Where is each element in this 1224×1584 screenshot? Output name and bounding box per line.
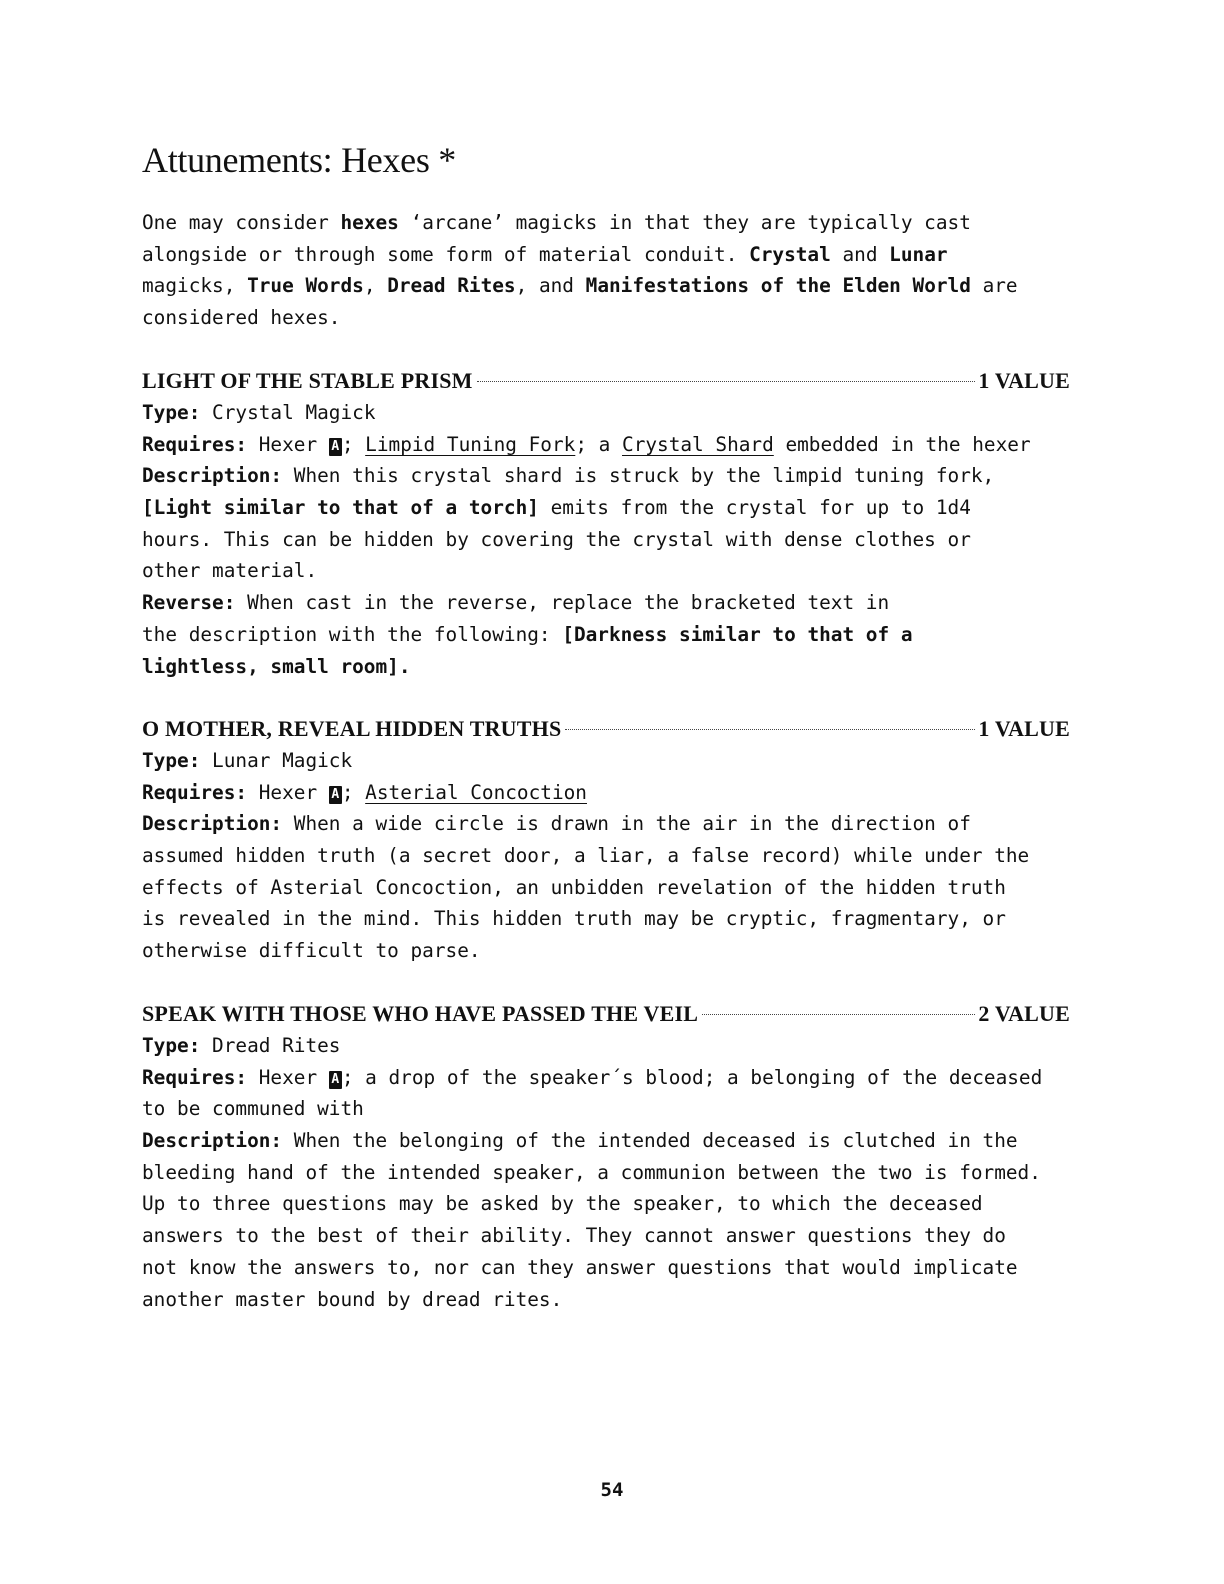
description-line [142,492,1070,524]
description-line: otherwise difficult to parse. [142,939,481,963]
spell-description [142,808,1070,840]
type-value: Lunar Magick [200,749,353,772]
text: , and [515,274,586,298]
dot-leader [477,381,976,382]
description-line: hours. This can be hidden by covering the crystal with dense clothes or [142,527,971,551]
intro-line: considered hexes. [142,306,341,330]
text: the description with the following: [142,622,563,646]
requires-label: Requires: [142,1065,248,1089]
text: ; a [575,432,623,456]
term-dread-rites: Dread Rites [387,274,516,298]
bracketed-text: [Darkness similar to that of a [562,622,913,646]
spell-heading [142,998,1070,1030]
description-line: other material. [142,559,318,583]
text: are [970,274,1018,298]
text: Hexer [247,1065,329,1089]
attunement-badge-icon: A [329,786,342,804]
spell-requires [142,1062,1070,1094]
description-line: Up to three questions may be asked by the speaker, to which the deceased [142,1192,983,1216]
spell-type [142,397,1070,429]
spell-entry [142,713,1070,967]
type-label: Type: [142,749,201,772]
item-link-asterial-concoction[interactable]: Asterial Concoction [365,780,587,804]
spell-description [142,460,1070,492]
spell-heading [142,713,1070,745]
text: and [830,242,890,266]
text: One may consider [142,211,341,234]
bracketed-text: [Light similar to that of a torch] [142,496,539,520]
spell-name: LIGHT OF THE STABLE PRISM [142,368,473,393]
item-link-limpid-tuning-fork[interactable]: Limpid Tuning Fork [365,432,576,456]
description-line: another master bound by dread rites. [142,1287,563,1311]
spell-cost: 1 VALUE [978,368,1070,393]
attunement-badge-icon: A [329,1071,342,1089]
intro-line [142,270,1018,302]
page-title [142,138,456,182]
description-label: Description: [142,1129,283,1153]
text: ; [341,780,366,804]
spell-description [142,1125,1070,1157]
intro-line [142,239,1018,271]
description-line: assumed hidden truth (a secret door, a liar, a false record) while under the [142,844,1030,868]
spell-body [142,397,1070,682]
text: ; a drop of the speaker´s blood; a belonging of the deceased [341,1065,1043,1089]
type-value: Dread Rites [200,1034,341,1057]
spell-entry [142,998,1070,1315]
spell-cost: 2 VALUE [978,1001,1070,1026]
description-line: is revealed in the mind. This hidden truth may be cryptic, fragmentary, or [142,907,1006,931]
item-link-crystal-shard[interactable]: Crystal Shard [622,432,774,456]
description-line: not know the answers to, nor can they answer questions that would implicate [142,1255,1018,1279]
text: emits from the crystal for up to 1d4 [538,496,971,520]
requires-line: to be communed with [142,1097,364,1121]
term-manifestations: Manifestations of the Elden World [585,274,971,298]
requires-label: Requires: [142,432,248,456]
description-line: bleeding hand of the intended speaker, a communion between the two is formed. [142,1160,1041,1184]
description-label: Description: [142,812,283,836]
text: alongside or through some form of material conduit. [142,242,750,266]
dot-leader [565,729,975,730]
description-label: Description: [142,464,283,488]
text: When a wide circle is drawn in the air in the direction of [282,812,971,836]
description-line: answers to the best of their ability. They cannot answer questions they do [142,1224,1006,1248]
spell-requires [142,777,1070,809]
text: embedded in the hexer [773,432,1031,456]
page-number: 54 [600,1479,624,1501]
spell-type [142,745,1070,777]
text: Hexer [247,432,329,456]
text: , [363,274,388,298]
dot-leader [702,1014,975,1015]
requires-label: Requires: [142,780,248,804]
spell-entry [142,365,1070,682]
type-label: Type: [142,1034,201,1057]
term-crystal: Crystal [749,242,831,266]
spell-heading [142,365,1070,397]
attunement-badge-icon: A [329,438,342,456]
title-asterisk: * [438,140,456,180]
description-line: effects of Asterial Concoction, an unbidden revelation of the hidden truth [142,875,1006,899]
term-lunar: Lunar [889,242,948,266]
spell-cost: 1 VALUE [978,716,1070,741]
text: Hexer [247,780,329,804]
term-true-words: True Words [247,274,364,298]
term-hexes: hexes [340,211,399,234]
spell-name: SPEAK WITH THOSE WHO HAVE PASSED THE VEIL [142,1001,699,1026]
spell-name: O MOTHER, REVEAL HIDDEN TRUTHS [142,716,562,741]
text: magicks, [142,274,248,298]
text: When cast in the reverse, replace the bracketed text in [235,591,890,615]
reverse-label: Reverse: [142,591,236,615]
intro-paragraph [142,207,1018,334]
reverse-line: lightless, small room]. [142,654,411,678]
intro-line [142,207,1018,239]
type-value: Crystal Magick [200,401,376,424]
spell-body [142,1030,1070,1315]
text: When the belonging of the intended deceased is clutched in the [282,1129,1018,1153]
type-label: Type: [142,401,201,424]
spell-type [142,1030,1070,1062]
text: ; [341,432,366,456]
spell-body [142,745,1070,967]
spell-reverse [142,587,1070,619]
text: ‘arcane’ magicks in that they are typically cast [398,211,971,234]
reverse-line [142,619,1070,651]
spell-requires [142,429,1070,461]
page-title-text: Attunements: Hexes [142,140,430,180]
text: When this crystal shard is struck by the limpid tuning fork, [282,464,995,488]
